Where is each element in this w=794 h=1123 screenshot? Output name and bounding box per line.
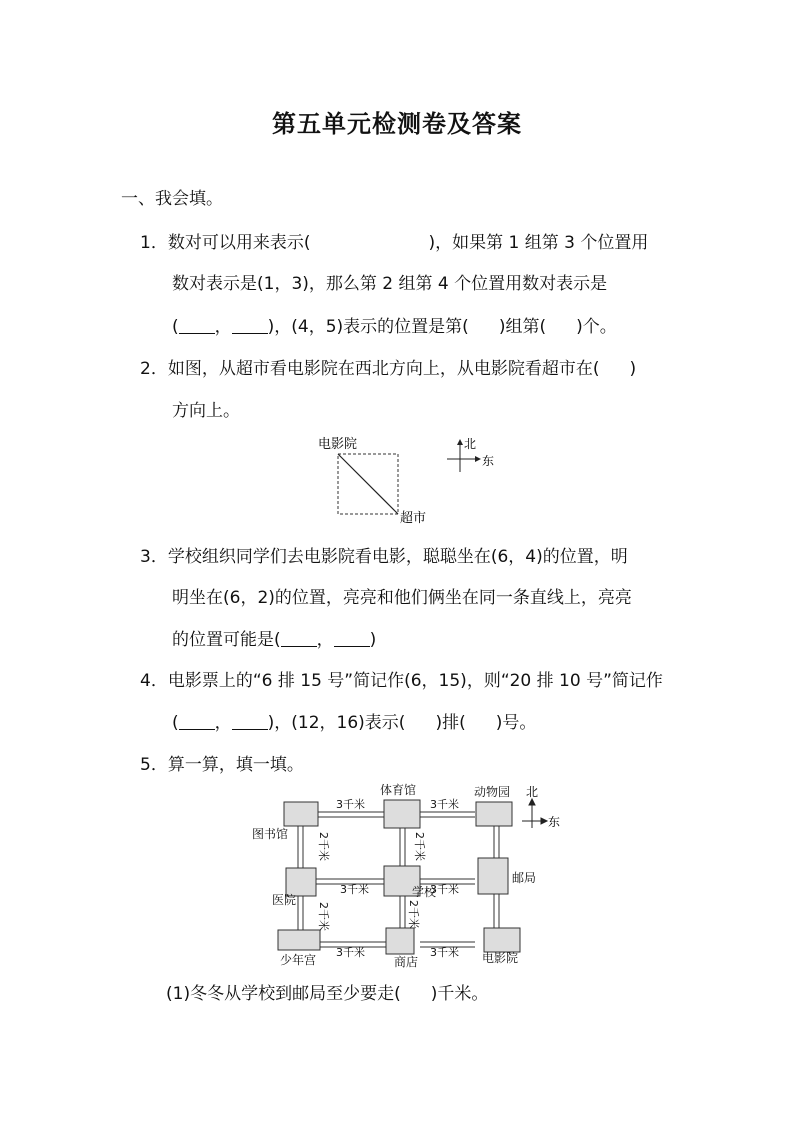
distance-label: 2千米 [317, 832, 330, 861]
gym-label: 体育馆 [380, 783, 417, 797]
zoo-label: 动物园 [474, 785, 511, 799]
gym-building-icon [384, 800, 420, 828]
question-5-line-1: 5．算一算，填一填。 [140, 755, 304, 775]
question-number: 1． [140, 233, 168, 253]
east-arrow-icon [475, 456, 481, 462]
north-label: 北 [526, 785, 539, 799]
question-number: 2． [140, 359, 168, 379]
answer-blank[interactable] [232, 713, 268, 730]
library-label: 图书馆 [252, 827, 289, 841]
answer-blank[interactable] [179, 713, 215, 730]
post-office-label: 邮局 [512, 871, 537, 885]
distance-label: 2千米 [407, 900, 420, 929]
cinema-label: 电影院 [482, 951, 519, 965]
distance-label: 3千米 [430, 798, 459, 811]
answer-blank[interactable] [179, 317, 215, 334]
distance-label: 3千米 [430, 883, 459, 896]
answer-blank[interactable] [281, 630, 317, 647]
distance-label: 2千米 [317, 902, 330, 931]
question-5-sub-1: (1)冬冬从学校到邮局至少要走( )千米。 [166, 984, 489, 1004]
question-3-line-2: 明坐在(6，2)的位置，亮亮和他们俩坐在同一条直线上，亮亮 [172, 588, 632, 608]
question-4-line-2: ( ， )，(12，16)表示( )排( )号。 [172, 713, 537, 733]
market-label: 超市 [400, 511, 427, 526]
answer-blank[interactable] [232, 317, 268, 334]
question-2-line-1: 2．如图，从超市看电影院在西北方向上，从电影院看超市在( ) [140, 359, 637, 379]
library-building-icon [284, 802, 318, 826]
distance-label: 2千米 [413, 832, 426, 861]
question-number: 4． [140, 671, 168, 691]
diagonal-line [338, 454, 398, 514]
direction-figure [300, 428, 520, 528]
youth-palace-building-icon [278, 930, 320, 950]
cinema-building-icon [484, 928, 520, 952]
question-number: 3． [140, 547, 168, 567]
question-1-line-3: ( ， )，(4，5)表示的位置是第( )组第( )个。 [172, 317, 617, 337]
north-arrow-icon [457, 439, 463, 445]
question-1-line-2: 数对表示是(1，3)，那么第 2 组第 4 个位置用数对表示是 [172, 274, 608, 294]
school-label: 学校 [412, 885, 437, 899]
zoo-building-icon [476, 802, 512, 826]
question-3-line-1: 3．学校组织同学们去电影院看电影，聪聪坐在(6，4)的位置，明 [140, 547, 628, 567]
post-office-building-icon [478, 858, 508, 894]
question-1-line-1: 1．数对可以用来表示( )，如果第 1 组第 3 个位置用 [140, 233, 649, 253]
question-3-line-3: 的位置可能是( ， ) [172, 630, 377, 650]
youth-palace-label: 少年宫 [280, 953, 317, 967]
cinema-label: 电影院 [318, 437, 358, 452]
shop-label: 商店 [394, 955, 419, 969]
distance-label: 3千米 [336, 798, 365, 811]
north-arrow-icon [529, 799, 535, 805]
distance-label: 3千米 [340, 883, 369, 896]
distance-label: 3千米 [336, 946, 365, 959]
east-label: 东 [548, 815, 561, 829]
town-map [250, 780, 570, 976]
shop-building-icon [386, 928, 414, 954]
question-2-line-2: 方向上。 [172, 401, 240, 421]
east-arrow-icon [541, 818, 547, 824]
distance-label: 3千米 [430, 946, 459, 959]
north-label: 北 [464, 437, 477, 451]
question-4-line-1: 4．电影票上的“6 排 15 号”简记作(6，15)，则“20 排 10 号”简记作 [140, 671, 663, 691]
answer-blank[interactable] [334, 630, 370, 647]
question-number: 5． [140, 755, 168, 775]
east-label: 东 [482, 454, 495, 468]
section-heading: 一、我会填。 [121, 189, 223, 209]
hospital-building-icon [286, 868, 316, 896]
hospital-label: 医院 [272, 893, 297, 907]
page-title: 第五单元检测卷及答案 [272, 110, 522, 138]
